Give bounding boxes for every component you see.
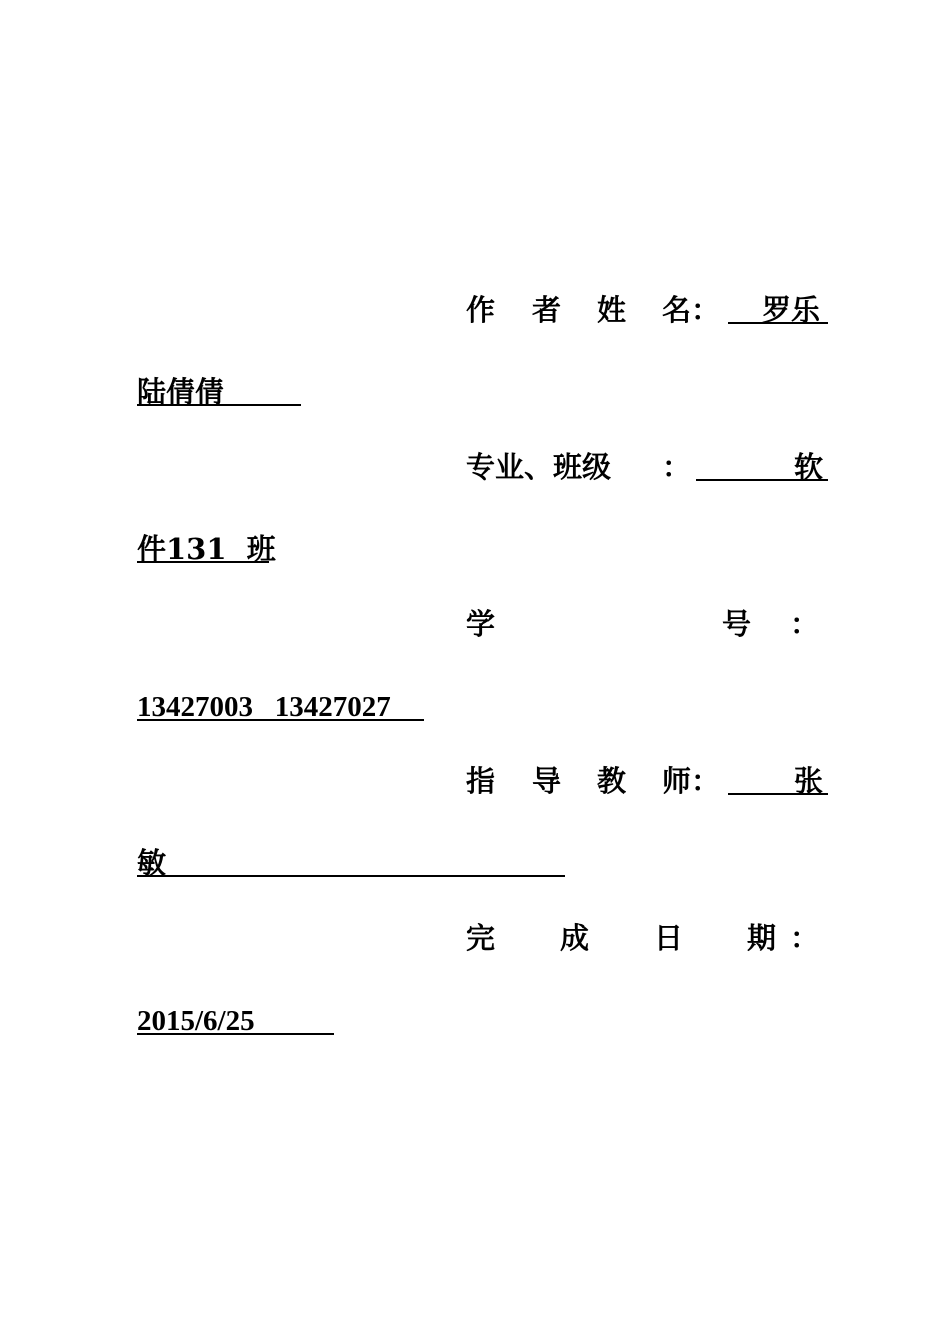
major-class-value-tail: 件131 班 [137, 532, 276, 566]
author-tail-underline [137, 404, 301, 406]
advisor-label-char-2: 导 [532, 764, 562, 798]
advisor-value-tail: 敏 [137, 846, 167, 880]
date-label-char-2: 成 [560, 921, 590, 955]
major-class-value-head: 软 [794, 450, 824, 484]
major-class-value-continued [137, 529, 276, 569]
author-label-char-1: 作 [466, 293, 496, 327]
student-id-label-colon: ： [790, 607, 820, 641]
major-class-tail-underline [137, 561, 269, 563]
major-class-colon: ： [662, 450, 692, 484]
student-id-value: 13427003 13427027 [137, 691, 391, 723]
author-value-tail: 陆倩倩 [137, 375, 225, 409]
student-id-row [466, 604, 828, 644]
student-id-label-char-1: 学 [466, 607, 496, 641]
author-label-char-3: 姓 [597, 293, 627, 327]
advisor-row [466, 761, 828, 801]
completion-date-value-continued [137, 1001, 337, 1041]
advisor-value-continued [137, 843, 567, 883]
advisor-value-head: 张 [794, 764, 824, 798]
advisor-tail-underline [137, 875, 565, 877]
author-value-head: 罗乐 [762, 293, 821, 327]
advisor-label-char-4: 师： [662, 764, 721, 798]
advisor-label-char-3: 教 [597, 764, 627, 798]
advisor-label-char-1: 指 [466, 764, 496, 798]
student-id-value-continued [137, 687, 427, 727]
author-value-continued [137, 372, 303, 412]
author-label-char-4: 名： [662, 293, 721, 327]
completion-date-value: 2015/6/25 [137, 1005, 255, 1037]
date-label-char-3: 日 [654, 921, 684, 955]
student-id-underline [137, 719, 424, 721]
major-class-row [466, 447, 828, 487]
date-label-char-4: 期 [747, 921, 777, 955]
author-label-char-2: 者 [532, 293, 562, 327]
date-label-char-1: 完 [466, 921, 496, 955]
major-class-label: 专业、班级 [466, 450, 612, 484]
completion-date-underline [137, 1033, 334, 1035]
date-label-colon: ： [790, 921, 820, 955]
completion-date-row [466, 918, 828, 958]
student-id-label-char-2: 号 [722, 607, 752, 641]
author-name-row [466, 290, 828, 330]
